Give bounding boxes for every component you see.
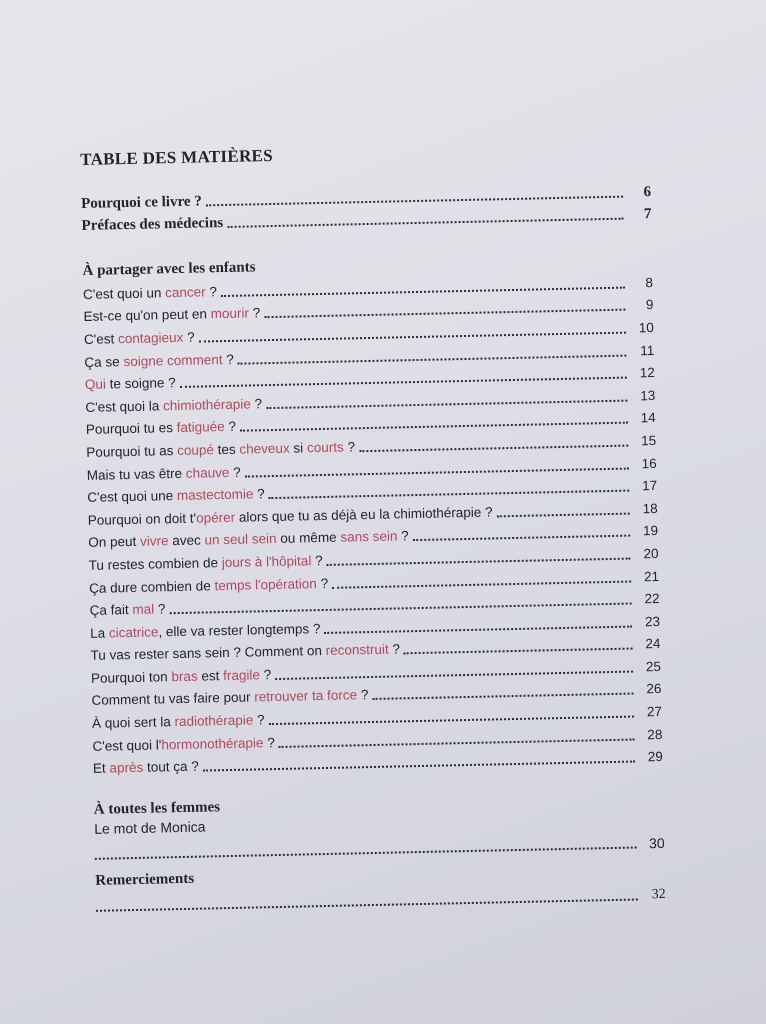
page-number: 8 — [645, 274, 654, 290]
page-number: 22 — [644, 591, 660, 607]
page-number: 28 — [647, 726, 663, 742]
page-number: 7 — [643, 206, 652, 223]
entry-label: C'est quoi une mastectomie ? — [87, 486, 265, 506]
page-number: 15 — [641, 432, 657, 449]
page-number: 30 — [648, 835, 665, 852]
entry-label: Et après tout ça ? — [92, 758, 199, 777]
dot-leader — [404, 646, 633, 655]
entry-label: C'est quoi la chimiothérapie ? — [85, 395, 263, 415]
dot-leader — [497, 510, 630, 517]
entry-label: Tu vas rester sans sein ? Comment on reconstruit ? — [90, 641, 401, 664]
entry-label: Pourquoi ce livre ? — [80, 193, 202, 212]
toc-entry-remerciements[interactable] — [95, 860, 666, 916]
toc-title: TABLE DES MATIÈRES — [80, 145, 274, 169]
entry-label: C'est contagieux ? — [83, 329, 195, 347]
page-number: 24 — [645, 636, 661, 652]
page-number: 20 — [643, 545, 659, 562]
page-number: 21 — [643, 568, 660, 584]
entry-label: Pourquoi tu as coupé tes cheveux si courts ? — [86, 439, 356, 460]
entry-label: Pourquoi tu es fatiguée ? — [85, 419, 237, 438]
page-number: 16 — [641, 455, 657, 471]
section-enfants-list — [83, 269, 663, 778]
page-number: 32 — [651, 887, 666, 903]
page-number: 6 — [643, 183, 652, 200]
page-number: 13 — [640, 387, 656, 404]
page-number: 14 — [640, 410, 656, 426]
entry-label: Préfaces des médecins — [81, 215, 224, 235]
entry-label: Pourquoi ton bras est fragile ? — [90, 666, 272, 686]
entry-label: Ça se soigne comment ? — [84, 351, 234, 370]
entry-label: Tu restes combien de jours à l'hôpital ? — [88, 552, 323, 573]
page-number: 12 — [639, 365, 655, 381]
page-number: 17 — [641, 478, 658, 494]
section-title-femmes: À toutes les femmes — [93, 799, 221, 819]
entry-label: Est-ce qu'on peut en mourir ? — [83, 305, 261, 325]
page-number: 29 — [647, 749, 663, 765]
page-number: 9 — [645, 297, 654, 313]
page-number: 26 — [646, 681, 662, 697]
page-number: 27 — [646, 704, 663, 720]
page-number: 18 — [642, 500, 658, 517]
entry-label: C'est quoi un cancer ? — [82, 283, 218, 302]
page-number: 11 — [640, 342, 655, 358]
entry-label: À quoi sert la radiothérapie ? — [91, 712, 265, 731]
entry-label: On peut vivre avec un seul sein ou même sans sein ? — [88, 528, 409, 551]
entry-label: Ça dure combien de temps l'opération ? — [89, 575, 329, 596]
entry-label: Comment tu vas faire pour retrouver ta force ? — [91, 687, 369, 709]
entry-label: Qui te soigne ? — [84, 375, 176, 393]
entry-label: Remerciements — [95, 871, 195, 890]
section-title-enfants: À partager avec les enfants — [82, 259, 256, 280]
entry-label: C'est quoi l'hormonothérapie ? — [92, 734, 275, 754]
entry-label: La cicatrice, elle va rester longtemps ? — [89, 620, 321, 641]
dot-leader — [413, 533, 631, 542]
entry-label: Ça fait mal ? — [89, 601, 166, 618]
dot-leader — [227, 216, 623, 228]
entry-label: Pourquoi on doit t'opérer alors que tu as déjà eu la chimiothérapie ? — [87, 504, 493, 528]
page-number: 10 — [638, 319, 654, 336]
entry-label: Mais tu vas être chauve ? — [86, 464, 241, 483]
page-number: 23 — [644, 613, 661, 629]
dot-leader — [203, 759, 635, 772]
entry-label: Le mot de Monica — [94, 818, 206, 838]
page-number: 25 — [645, 658, 662, 675]
page-number: 19 — [642, 523, 659, 539]
table-of-contents — [80, 138, 666, 916]
dot-leader — [96, 897, 638, 912]
dot-leader — [95, 845, 637, 860]
